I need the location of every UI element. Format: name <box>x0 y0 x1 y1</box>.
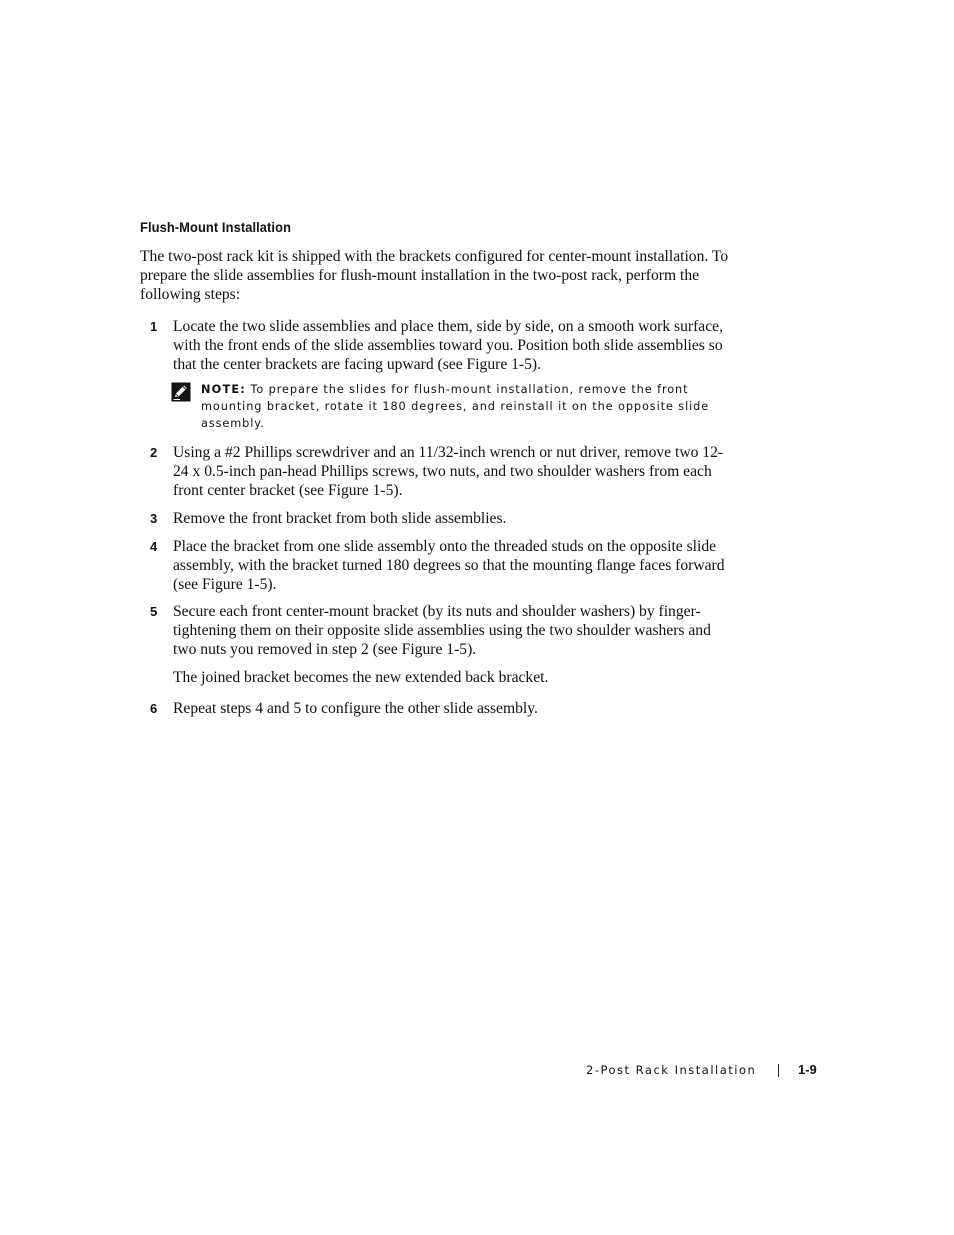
step-text: Using a #2 Phillips screwdriver and an 11/32-inch wrench or nut driver, remove two 12-24 x 0.5-inch pan-head Phillips screws, two nuts, and two shoulder washers from each front center bracket (see Figure 1-5). <box>173 444 724 499</box>
step-text: Remove the front bracket from both slide assemblies. <box>173 510 507 527</box>
step-number: 6 <box>150 701 158 716</box>
step-number: 5 <box>150 604 158 619</box>
note-label: NOTE: <box>201 383 246 396</box>
intro-paragraph: The two-post rack kit is shipped with the brackets configured for center-mount installation. To prepare the slide assemblies for flush-mount installation in the two-post rack, perform the following steps: <box>140 248 729 303</box>
step-5-followup: The joined bracket becomes the new extended back bracket. <box>173 669 549 686</box>
step-text: Repeat steps 4 and 5 to configure the other slide assembly. <box>173 700 538 717</box>
note-pencil-icon <box>171 382 191 402</box>
page-footer <box>0 1061 954 1081</box>
footer-divider <box>778 1064 779 1077</box>
footer-section-title: 2-Post Rack Installation <box>586 1063 757 1077</box>
note-body: To prepare the slides for flush-mount installation, remove the front mounting bracket, rotate it 180 degrees, and reinstall it on the opposite slide assembly. <box>201 383 710 430</box>
step-text: Secure each front center-mount bracket (by its nuts and shoulder washers) by finger-tightening them on their opposite slide assemblies using the two shoulder washers and two nuts you removed in step 2 (see Figure 1-5). <box>173 603 711 658</box>
step-number: 2 <box>150 445 158 460</box>
page-number: 1-9 <box>798 1062 817 1077</box>
step-text: Place the bracket from one slide assembly onto the threaded studs on the opposite slide assembly, with the bracket turned 180 degrees so that the mounting flange faces forward (see Figure 1-5). <box>173 538 725 593</box>
section-heading: Flush-Mount Installation <box>140 219 292 235</box>
step-text: Locate the two slide assemblies and place them, side by side, on a smooth work surface, with the front ends of the slide assemblies toward you. Position both slide assemblies so that the center brackets are facing upward (see Figure 1-5). <box>173 318 723 373</box>
note-text <box>201 381 731 432</box>
step-number: 3 <box>150 511 158 526</box>
step-number: 1 <box>150 319 158 334</box>
step-number: 4 <box>150 539 158 554</box>
